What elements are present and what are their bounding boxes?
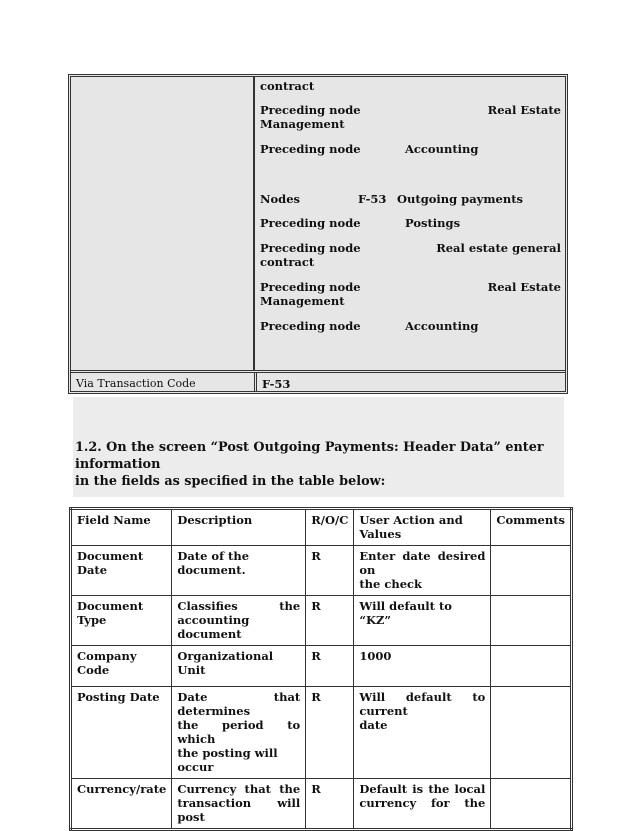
header-comments: Comments (491, 509, 572, 546)
node-line: Preceding node Real estate general (260, 241, 561, 255)
field-specification-table (69, 507, 573, 831)
header-user-action: User Action and Values (354, 509, 491, 546)
table-header-row (71, 509, 572, 546)
comments-cell (491, 779, 572, 830)
roc-cell: R (306, 546, 354, 596)
node-line: Preceding node Accounting (260, 319, 479, 333)
comments-cell (491, 646, 572, 687)
field-name-cell: Posting Date (71, 687, 172, 779)
table-row (71, 546, 572, 596)
node-line: Management (260, 294, 345, 308)
user-action-cell: Default is the local currency for the (354, 779, 491, 830)
user-action-cell: Enter date desired on the check (354, 546, 491, 596)
section-heading (75, 439, 560, 490)
description-cell: Classifies the accounting document (172, 596, 306, 646)
top-left-cell (71, 77, 254, 370)
section-heading-line: 1.2. On the screen “Post Outgoing Payments: Header Data” enter information (75, 440, 544, 472)
field-name-cell: Currency/rate (71, 779, 172, 830)
roc-cell: R (306, 779, 354, 830)
node-line: Preceding node Accounting (260, 142, 479, 156)
node-line: contract (260, 79, 315, 93)
field-name-cell: Company Code (71, 646, 172, 687)
node-line: contract (260, 255, 315, 269)
field-name-cell: Document Type (71, 596, 172, 646)
node-list-cell (254, 77, 565, 370)
description-cell: Currency that the transaction will post (172, 779, 306, 830)
user-action-cell: Will default to current date (354, 687, 491, 779)
description-cell: Date of the document. (172, 546, 306, 596)
header-roc: R/O/C (306, 509, 354, 546)
comments-cell (491, 546, 572, 596)
table-row (71, 596, 572, 646)
node-line: Preceding node Real Estate (260, 280, 561, 294)
roc-cell: R (306, 596, 354, 646)
cell-divider (254, 373, 257, 391)
table-row (71, 687, 572, 779)
via-transaction-code-label: Via Transaction Code (76, 377, 196, 390)
description-cell: Organizational Unit (172, 646, 306, 687)
transaction-code-value: F-53 (262, 377, 291, 391)
field-name-cell: Document Date (71, 546, 172, 596)
roc-cell: R (306, 646, 354, 687)
table-row (71, 779, 572, 830)
node-line: Management (260, 117, 345, 131)
user-action-cell: Will default to “KZ” (354, 596, 491, 646)
section-band (73, 397, 564, 497)
section-heading-line: in the fields as specified in the table below: (75, 474, 386, 489)
user-action-cell: 1000 (354, 646, 491, 687)
node-line: Preceding node Real Estate (260, 103, 561, 117)
transaction-code-row (71, 370, 565, 391)
table-row (71, 646, 572, 687)
comments-cell (491, 687, 572, 779)
header-field-name: Field Name (71, 509, 172, 546)
node-line: Preceding node Postings (260, 216, 461, 230)
comments-cell (491, 596, 572, 646)
top-table (68, 74, 568, 394)
header-description: Description (172, 509, 306, 546)
roc-cell: R (306, 687, 354, 779)
node-line: Nodes F-53 Outgoing payments (260, 192, 523, 206)
description-cell: Date that determines the period to which the posting will occur (172, 687, 306, 779)
